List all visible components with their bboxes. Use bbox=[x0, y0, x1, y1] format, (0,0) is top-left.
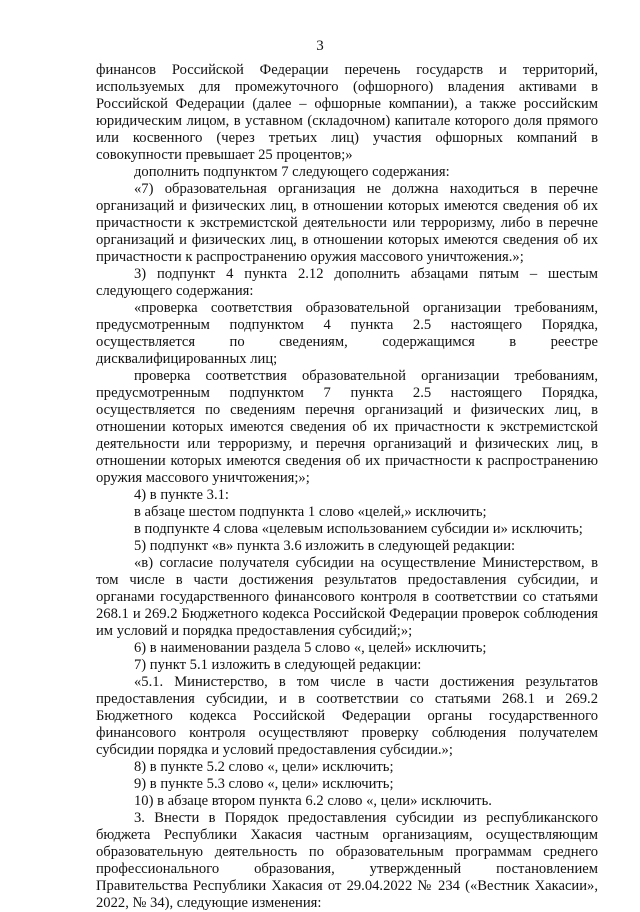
paragraph: в подпункте 4 слова «целевым использованием субсидии и» исключить; bbox=[134, 521, 583, 537]
paragraph: 3) подпункт 4 пункта 2.12 дополнить абзацами пятым – шестым следующего содержания: bbox=[96, 266, 598, 299]
page-number: 3 bbox=[316, 38, 324, 54]
paragraph: дополнить подпунктом 7 следующего содержания: bbox=[134, 164, 450, 180]
document-body bbox=[96, 62, 598, 912]
paragraph: 8) в пункте 5.2 слово «, цели» исключить; bbox=[134, 759, 394, 775]
paragraph: в абзаце шестом подпункта 1 слово «целей,» исключить; bbox=[134, 504, 487, 520]
paragraph: проверка соответствия образовательной организации требованиям, предусмотренным подпунктом 7 пункта 2.5 настоящего Порядка, осуществляется по сведениям перечня организаций и физических лиц, в отношении которых имеются сведения об их причастности к экстремистской деятельности или терроризму, и перечня организаций и физических лиц, в отношении которых имеются сведения об их причастности к распространению оружия массового уничтожения;»; bbox=[96, 368, 598, 486]
paragraph: 10) в абзаце втором пункта 6.2 слово «, цели» исключить. bbox=[134, 793, 492, 809]
paragraph: «7) образовательная организация не должна находиться в перечне организаций и физических лиц, в отношении которых имеются сведения об их причастности к экстремистской деятельности или терроризму, либо в перечне организаций и физических лиц, в отношении которых имеются сведения об их причастности к распространению оружия массового уничтожения.»; bbox=[96, 181, 598, 265]
paragraph: 7) пункт 5.1 изложить в следующей редакции: bbox=[134, 657, 422, 673]
paragraph: 5) подпункт «в» пункта 3.6 изложить в следующей редакции: bbox=[134, 538, 516, 554]
paragraph: 9) в пункте 5.3 слово «, цели» исключить; bbox=[134, 776, 394, 792]
paragraph: финансов Российской Федерации перечень государств и территорий, используемых для промежуточного (офшорного) владения активами в Российской Федерации (далее – офшорные компании), а также российским юридическим лицом, в уставном (складочном) капитале которого доля прямого или косвенного (через третьих лиц) участия офшорных компаний в совокупности превышает 25 процентов;» bbox=[96, 62, 598, 163]
paragraph: 6) в наименовании раздела 5 слово «, целей» исключить; bbox=[134, 640, 487, 656]
paragraph: «в) согласие получателя субсидии на осуществление Министерством, в том числе в части достижения результатов предоставления субсидии, и органами государственного финансового контроля в соответствии со статьями 268.1 и 269.2 Бюджетного кодекса Российской Федерации проверок соблюдения им условий и порядка предоставления субсидий;»; bbox=[96, 555, 598, 639]
paragraph: 4) в пункте 3.1: bbox=[134, 487, 229, 503]
paragraph: «5.1. Министерство, в том числе в части достижения результатов предоставления субсидии, и в соответствии со статьями 268.1 и 269.2 Бюджетного кодекса Российской Федерации органы государственного финансового контроля осуществляют проверку соблюдения получателем субсидии порядка и условий предоставления субсидии.»; bbox=[96, 674, 598, 758]
paragraph: «проверка соответствия образовательной организации требованиям, предусмотренным подпунктом 4 пункта 2.5 настоящего Порядка, осуществляется по сведениям, содержащимся в реестре дисквалифицированных лиц; bbox=[96, 300, 598, 367]
paragraph: 3. Внести в Порядок предоставления субсидии из республиканского бюджета Республики Хакасия частным организациям, осуществляющим образовательную деятельность по образовательным программам среднего профессионального образования, утвержденный постановлением Правительства Республики Хакасия от 29.04.2022 № 234 («Вестник Хакасии», 2022, № 34), следующие изменения: bbox=[96, 810, 598, 911]
